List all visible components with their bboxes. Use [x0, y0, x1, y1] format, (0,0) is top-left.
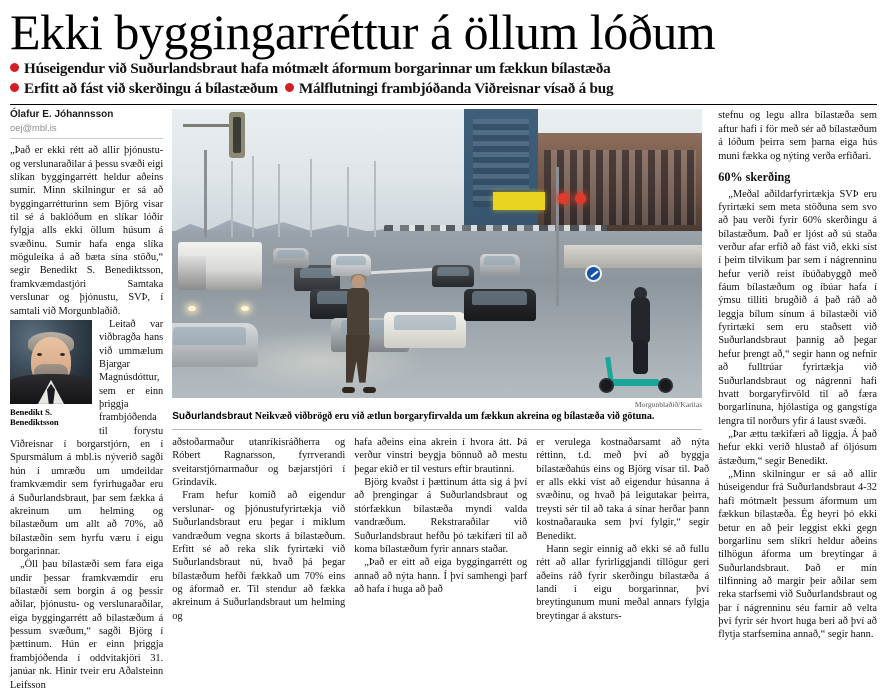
- blue-arrow-sign-icon: [585, 265, 602, 282]
- paragraph: Björg kvaðst í þættinum átta sig á því að þrengingar á Suðurlandsbraut og stórfækkun bílastæða myndi valda vandræðum. Rekstraraðilar við Suðurlandsbraut hefðu þó tækifæri til að koma bílastæðum fyrir annars staðar.: [354, 477, 528, 555]
- truck: [178, 242, 262, 290]
- column-5-right: [718, 109, 877, 641]
- photo-and-columns: [172, 109, 718, 623]
- paragraph: hafa aðeins eina akrein í hvora átt. Þá verður vinstri beygja bönnuð að mestu þegar ekið er til vesturs eftir brautinni.: [354, 437, 528, 475]
- car: [464, 289, 536, 321]
- paragraph: „Minn skilningur er sá að allir húseigendur frá Suðurlandsbraut 4-32 hafi mótmælt þessum áformum um fækkun bílastæða. Ég heyri þó ekki betur en að þeir leggist ekki gegn borgarlínu sem slíkri heldur aðeins tilhögun áforma um breytingar á Suðurlandsbraut. Það er mín tilfinning að margir þeir aðilar sem reka starfsemi við Suðurlandsbraut og þar í nágrenninu séu farnir að velta því fyrir sér hvort huga beri að því að flytja starfsemina annað,“ segir hann.: [718, 469, 877, 641]
- photo-caption-lead: Suðurlandsbraut: [172, 410, 253, 422]
- car: [384, 312, 466, 348]
- subheadline-2-text-b: Málflutningi frambjóðanda Viðreisnar vísað á bug: [298, 80, 614, 98]
- byline-author: Ólafur E. Jóhannsson: [10, 109, 114, 121]
- column-2: [172, 436, 354, 623]
- subheadline-2: [10, 79, 877, 99]
- red-bullet-icon: [285, 83, 294, 92]
- red-bullet-icon: [10, 63, 19, 72]
- portrait-caption-line2: Benediktsson: [10, 417, 59, 427]
- photo-caption: [172, 411, 702, 431]
- paragraph: „Það er eitt að eiga byggingarrétt og annað að nýta hann. Í því samhengi þarf að hafa í huga að það: [354, 557, 528, 595]
- red-signal-icon: [558, 193, 586, 206]
- photo-credit: Morgunblaðið/Karitas: [634, 400, 703, 410]
- paragraph: stefnu og legu allra bílastæða sem aftur hafi í för með sér að bílastæðum á lóðum þeirra sem þarna eiga hús muni fækka og nýting verða erfiðari.: [718, 110, 877, 162]
- article-body: [10, 109, 877, 691]
- subheadline-1-text: Húseigendur við Suðurlandsbraut hafa mótmælt áformum borgarinnar um fækkun bílastæða: [24, 60, 611, 77]
- photo-caption-text: Neikvæð viðbrögð eru við ætlun borgaryfirvalda um fækkun akreina og bílastæða við götuna.: [254, 410, 655, 422]
- portrait-image: [10, 320, 92, 404]
- car: [172, 323, 257, 367]
- subheadline-1: [10, 59, 877, 79]
- section-subheading: 60% skerðing: [718, 169, 791, 184]
- paragraph: Leitað var viðbragða hans við ummælum Bjargar Magnúsdóttur, sem er einn þriggja frambjóðenda til forystu Viðreisnar í borgarstjórn, en í Spursmálum á mbl.is nýverið sagði hún í umræðu um umdeildar framkvæmdir sem fyrirhugaðar eru á Suðurlandsbraut, þar sem fækka á akreinum um helming og bílastæðum um allt að 70%, að bílastæðin sem hyrfu væru í eigu borgarinnar.: [10, 318, 164, 557]
- portrait-caption-line1: Benedikt S.: [10, 406, 53, 417]
- paragraph: Hann segir einnig að ekki sé að fullu rétt að allar fyrirliggjandi tillögur geri aðeins ráð fyrir skerðingu bílastæða á landi í eigu borgarinnar, því breytingunum muni meðal annars fylgja breytingar á aksturs-: [536, 543, 710, 622]
- column-3: [354, 436, 536, 623]
- car: [273, 248, 309, 268]
- photo-figure: [172, 109, 702, 430]
- column-1: [10, 109, 172, 691]
- car: [480, 254, 520, 276]
- byline-email: oej@mbl.is: [10, 122, 163, 139]
- pedestrian: [342, 275, 376, 393]
- portrait-figure: [10, 320, 92, 427]
- paragraph: er verulega kostnaðarsamt að nýta réttinn, t.d. með því að byggja bílastæðahús eins og Björg vísar til. Það er alls ekki víst að eigendur húsanna á svæðinu, og hvað þá leigutakar þeirra, treysti sér til að taka á sínar herðar þann kostnaðarauka sem því fylgir,“ segir Benedikt.: [536, 437, 710, 542]
- lower-columns: [172, 436, 718, 623]
- page-title: Ekki byggingarréttur á öllum lóðum: [10, 4, 716, 60]
- traffic-photo: [172, 109, 702, 398]
- subheadline-2-text-a: Erfitt að fást við skerðingu á bílastæðum: [24, 80, 278, 98]
- paragraph: „Það er ekki rétt að allir þjónustu- og verslunaraðilar á þessu svæði eigi slíkan byggingarrétt heldur aðeins sumir. Minn skilningur er sá að byggingarrétturinn sem Björg visar til sé á baklóðum en slíkar lóðir fylgja alls ekki öllum húsum á svæðinu. Sumir hafa enga slíka möguleika á að bæta sína stöðu,“ segir Benedikt S. Benediktsson, framkvæmdastjóri Samtaka verslunar og þjónustu, SVÞ, í samtali við Morgunblaðið.: [10, 145, 164, 317]
- car: [432, 265, 474, 287]
- subheadline-group: [10, 59, 877, 105]
- e-scooter: [599, 359, 673, 393]
- paragraph: „Öll þau bílastæði sem fara eiga undir þessar framkvæmdir eru bílastæði sem borgin á og þessir aðilar, þjónustu- og verslunaraðilar, eiga byggingarrétt að bílastæðum á þessum svæðum,“ sagði Björg í þættinum. Hún er einn þriggja frambjóðenda í oddvitakjöri 31. janúar nk. Hinir tveir eru Aðalsteinn Leifsson: [10, 559, 164, 691]
- lemon-sign-icon: [493, 192, 545, 210]
- paragraph: aðstoðarmaður utanríkisráðherra og Róbert Ragnarsson, fyrrverandi sveitarstjórnarmaður og bæjarstjóri í Grindavík.: [172, 437, 346, 489]
- paragraph: „Þar ættu tækifæri að liggja. Á það hefur ekki verið hlustað af óljósum ástæðum,“ segir Benedikt.: [718, 428, 877, 467]
- paragraph: „Meðal aðildarfyrirtækja SVÞ eru fyrirtæki sem meta stöðuna sem svo að þau verði fyrir 60% skerðingu á bílastæðum. Það er ljóst að sú staða verður afar erfið að fást við, ekki síst í þeim tilvikum þar sem í nágrenninu hefur verið reist íbúðabyggð með fáum bílastæðum og íbúar hafa í ýmsu tilliti brugðið á það ráð að leggja bílum sínum á bílastæði við fyrirtæki sem eru staðsett við Suðurlandsbraut þannig að þegar hefur þrengt að,“ segir hann og nefnir að fulltrúar fyrirtækja við Suðurlandsbraut og nágrenni hafi hvatt borgaryfirvöld til að færa borgarlínuna, hjólastíga og gangstíga lengra til norðurs yfir á laust svæði.: [718, 188, 877, 427]
- column-4: [536, 436, 718, 623]
- red-bullet-icon: [10, 83, 19, 92]
- car: [331, 254, 371, 276]
- portrait-caption: [10, 407, 92, 427]
- paragraph: Fram hefur komið að eigendur verslunar- og þjónustufyrirtækja við Suðurlandsbraut eru þegar í miklum vandræðum vegna skorts á bílastæðum. Erfitt sé að reka slík fyrirtæki við Suðurlandsbraut nú, hvað þá þegar bílastæðum hefði fækkað um 70% eins og áformað er. Til stendur að fækka akreinum á Suðurlandsbraut um helming og: [172, 490, 346, 622]
- traffic-light-icon: [183, 112, 263, 164]
